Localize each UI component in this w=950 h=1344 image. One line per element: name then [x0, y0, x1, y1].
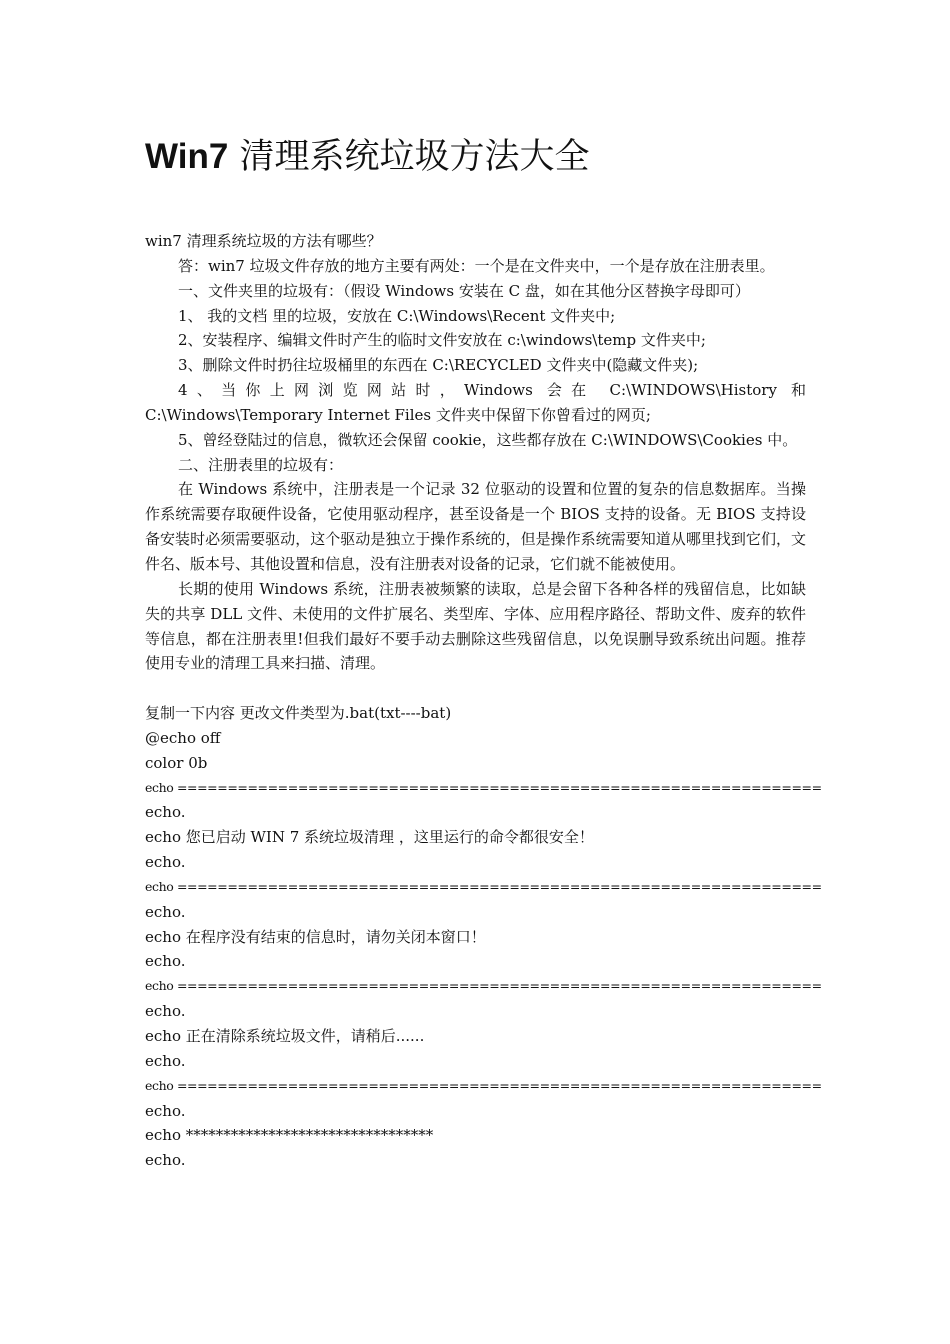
- script-line: echo.: [145, 1002, 186, 1021]
- script-line: echo 在程序没有结束的信息时，请勿关闭本窗口！: [145, 927, 486, 946]
- script-line: echo *********************************: [145, 1126, 434, 1145]
- script-line: echo.: [145, 1051, 186, 1070]
- script-line: echo ================================================================: [145, 1077, 822, 1093]
- script-line: @echo off: [145, 728, 221, 747]
- script-line: echo.: [145, 1151, 186, 1170]
- blank-line: [145, 676, 806, 701]
- page-title: [145, 133, 589, 181]
- title-cjk: 清理系统垃圾方法大全: [239, 137, 590, 177]
- script-line: echo.: [145, 853, 186, 872]
- question-text: win7 清理系统垃圾的方法有哪些？: [145, 232, 382, 250]
- section1-item: 4、当你上网浏览网站时，Windows 会在 C:\WINDOWS\History 和 C:\Windows\Temporary Internet Files 文件夹中保留下你曾看过的网页;: [145, 381, 806, 424]
- title-latin: Win7: [145, 137, 229, 176]
- script-line: echo 您已启动 WIN 7 系统垃圾清理 ，这里运行的命令都很安全！: [145, 828, 594, 847]
- script-line: echo.: [145, 952, 186, 971]
- script-instruction: 复制一下内容 更改文件类型为.bat(txt----bat): [145, 704, 452, 723]
- script-line: echo ================================================================: [145, 878, 822, 894]
- script-line: echo.: [145, 1101, 186, 1120]
- section1-heading: 一、文件夹里的垃圾有：（假设 Windows 安装在 C 盘，如在其他分区替换字母即可）: [178, 281, 750, 300]
- script-line: echo.: [145, 803, 186, 822]
- answer-text: 答：win7 垃圾文件存放的地方主要有两处：一个是在文件夹中，一个是存放在注册表里。: [178, 256, 775, 275]
- section1-item: 5、曾经登陆过的信息，微软还会保留 cookie，这些都存放在 C:\WINDOWS\Cookies 中。: [178, 430, 798, 449]
- script-line: color 0b: [145, 753, 208, 772]
- section2-paragraph: 在 Windows 系统中，注册表是一个记录 32 位驱动的设置和位置的复杂的信息数据库。当操作系统需要存取硬件设备，它使用驱动程序，甚至设备是一个 BIOS 支持的设备。无 BIOS 支持设备安装时必须需要驱动，这个驱动是独立于操作系统的，但是操作系统需要知道从哪里找到它们，文件名、版本号、其他设置和信息，没有注册表对设备的记录，它们就不能被使用。: [145, 480, 806, 573]
- batch-script: [145, 726, 822, 1173]
- section1-item: 1、 我的文档 里的垃圾，安放在 C:\Windows\Recent 文件夹中;: [178, 306, 616, 325]
- section2-heading: 二、注册表里的垃圾有：: [178, 455, 344, 474]
- script-line: echo ================================================================: [145, 779, 822, 795]
- section1-item: 2、安装程序、编辑文件时产生的临时文件安放在 c:\windows\temp 文件夹中;: [178, 331, 706, 350]
- script-line: echo ================================================================: [145, 978, 822, 994]
- document-body: [145, 229, 822, 1173]
- script-line: echo 正在清除系统垃圾文件，请稍后......: [145, 1027, 425, 1045]
- section2-paragraph: 长期的使用 Windows 系统，注册表被频繁的读取，总是会留下各种各样的残留信息，比如缺失的共享 DLL 文件、未使用的文件扩展名、类型库、字体、应用程序路径、帮助文件、废弃的软件等信息，都在注册表里!但我们最好不要手动去删除这些残留信息，以免误删导致系统出问题。推荐使用专业的清理工具来扫描、清理。: [145, 579, 806, 673]
- script-line: echo.: [145, 902, 186, 921]
- section1-item: 3、删除文件时扔往垃圾桶里的东西在 C:\RECYCLED 文件夹中(隐藏文件夹);: [178, 356, 699, 375]
